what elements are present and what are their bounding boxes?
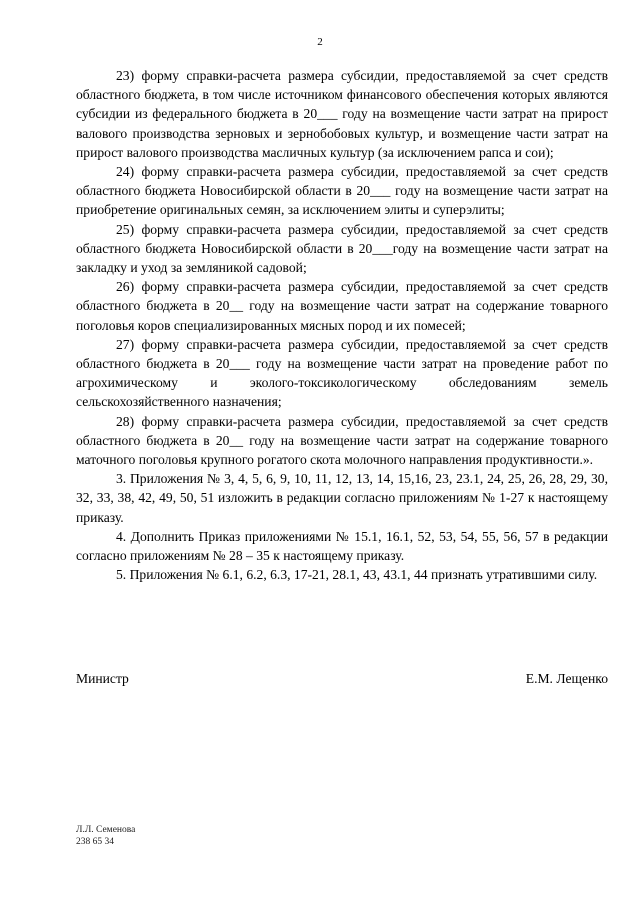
- paragraph-point-4: 4. Дополнить Приказ приложениями № 15.1, 16.1, 52, 53, 54, 55, 56, 57 в редакции согласно приложениям № 28 – 35 к настоящему приказу.: [76, 528, 608, 564]
- executor-phone: 238 65 34: [76, 837, 114, 847]
- signer-position: Министр: [76, 671, 129, 686]
- paragraph-item-28: 28) форму справки-расчета размера субсидии, предоставляемой за счет средств областного бюджета в 20__ году на возмещение части затрат на содержание товарного маточного поголовья крупного рогатого скота молочного направления продуктивности.».: [76, 413, 608, 468]
- executor-block: [76, 824, 135, 848]
- document-body: [76, 66, 608, 584]
- paragraph-item-26: 26) форму справки-расчета размера субсидии, предоставляемой за счет средств областного бюджета в 20__ году на возмещение части затрат на содержание товарного поголовья коров специализированных мясных пород и их помесей;: [76, 279, 608, 333]
- paragraph-point-5: 5. Приложения № 6.1, 6.2, 6.3, 17-21, 28.1, 43, 43.1, 44 признать утратившими силу.: [116, 567, 598, 583]
- paragraph-item-27: 27) форму справки-расчета размера субсидии, предоставляемой за счет средств областного бюджета в 20___ году на возмещение части затрат на проведение работ по агрохимическому и эколого-токсикологическому обследованиям земель сельскохозяйственного назначения;: [76, 336, 608, 410]
- paragraph-item-25: 25) форму справки-расчета размера субсидии, предоставляемой за счет средств областного бюджета Новосибирской области в 20___году на возмещение части затрат на закладку и уход за земляникой садовой;: [76, 221, 608, 276]
- executor-name: Л.Л. Семенова: [76, 825, 136, 835]
- signer-name: Е.М. Лещенко: [525, 671, 608, 686]
- paragraph-item-23: 23) форму справки-расчета размера субсидии, предоставляемой за счет средств областного бюджета, в том числе источником финансового обеспечения которых являются субсидии из федерального бюджета в 20___ году на возмещение части затрат на прирост валового производства зерновых и зернобобовых культур, и возмещение части затрат на прирост валового производства масличных культур (за исключением рапса и сои);: [76, 68, 608, 160]
- page-number: 2: [317, 36, 323, 48]
- paragraph-item-24: 24) форму справки-расчета размера субсидии, предоставляемой за счет средств областного бюджета Новосибирской области в 20___ году на возмещение части затрат на приобретение оригинальных семян, за исключением элиты и суперэлиты;: [76, 164, 608, 218]
- paragraph-point-3: 3. Приложения № 3, 4, 5, 6, 9, 10, 11, 12, 13, 14, 15,16, 23, 23.1, 24, 25, 26, 28, 29, 30, 32, 33, 38, 42, 49, 50, 51 изложить в редакции согласно приложениям № 1-27 к настоящему приказу.: [76, 471, 608, 525]
